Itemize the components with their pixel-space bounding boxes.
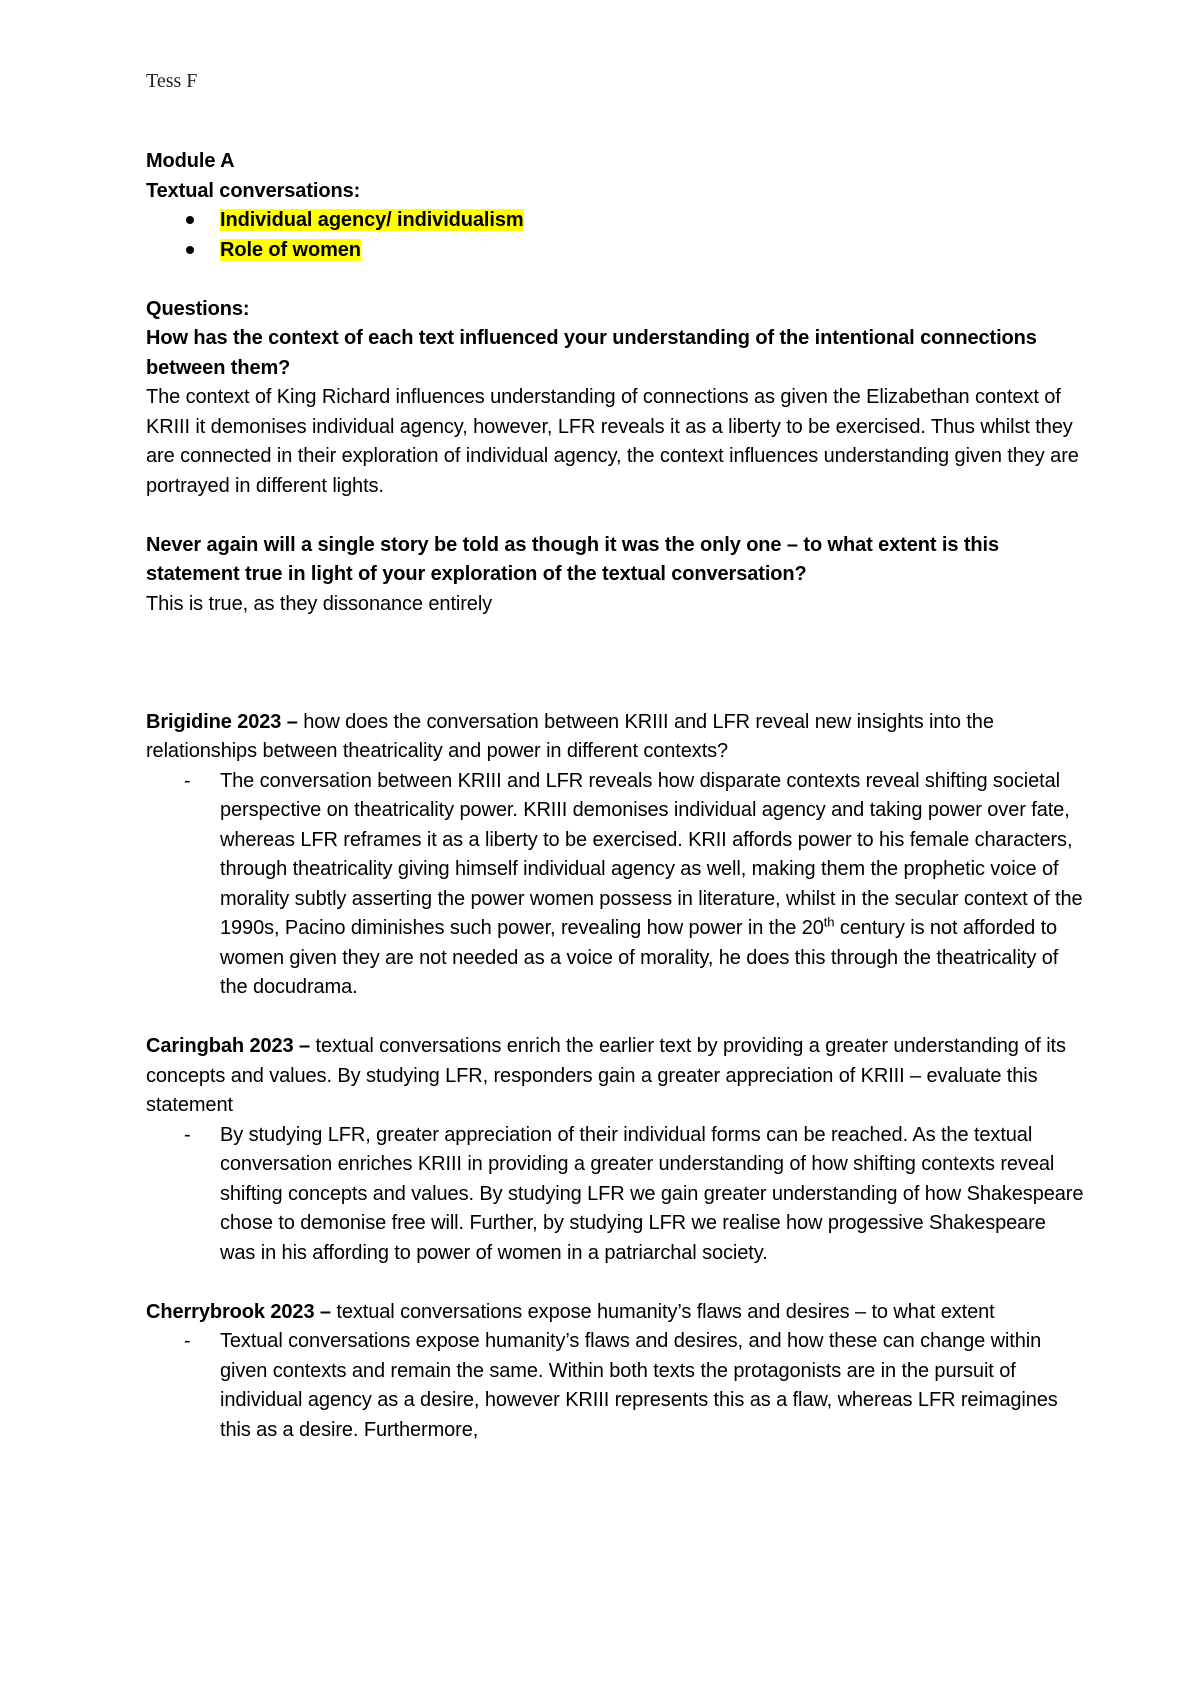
section-source: Brigidine 2023 – (146, 710, 298, 733)
dash-marker: - (184, 1330, 191, 1352)
answer-2: This is true, as they dissonance entirely (146, 592, 493, 615)
module-title: Module A (146, 150, 235, 172)
topic-highlight: Role of women (220, 238, 361, 261)
list-item (146, 1121, 1086, 1269)
dash-marker: - (184, 1123, 191, 1146)
section-brigidine-answers (146, 767, 1086, 1003)
section-prompt: textual conversations expose humanity’s flaws and desires – to what extent (330, 1300, 995, 1323)
module-subtitle: Textual conversations: (146, 179, 361, 202)
section-cherrybrook-answers (146, 1327, 1086, 1445)
section-source: Caringbah 2023 – (146, 1035, 311, 1057)
answer-text: By studying LFR, greater appreciation of their individual forms can be reached. As the textual conversation enriches KRIII in providing a greater understanding of how shifting contexts reveal shifting concepts and values. By studying LFR we gain greater understanding of how Shakespeare chose to demonise free will. Further, by studying LFR we realise how progessive Shakespeare was in his affording to power of women in a patriarchal society. (220, 1123, 1084, 1264)
section-brigidine-prompt (146, 708, 1086, 767)
bullet-icon (186, 216, 194, 224)
section-source: Cherrybrook 2023 – (146, 1300, 331, 1323)
document-body (146, 147, 1086, 1445)
ordinal-suffix: th (823, 914, 835, 930)
questions-heading: Questions: (146, 297, 250, 320)
list-item (146, 206, 1086, 236)
list-item (146, 236, 1086, 266)
section-cherrybrook-prompt (146, 1298, 1086, 1328)
answer-text: Textual conversations expose humanity’s flaws and desires, and how these can change within given contexts and remain the same. Within both texts the protagonists are in the pursuit of individual agency as a desire, however KRIII represents this as a flaw, whereas LFR reimagines this as a desire. Furthermore, (220, 1330, 1058, 1441)
section-caringbah-prompt (146, 1032, 1086, 1121)
author-header: Tess F (146, 70, 198, 92)
section-prompt: textual conversations enrich the earlier text by providing a greater understanding of its concepts and values. By studying LFR, responders gain a greater appreciation of KRIII – evaluate this statement (146, 1035, 1066, 1116)
section-prompt: how does the conversation between KRIII and LFR reveal new insights into the relationships between theatricality and power in different contexts? (146, 710, 994, 762)
question-1: How has the context of each text influenced your understanding of the intentional connections between them? (146, 327, 1037, 379)
list-item (146, 1327, 1086, 1445)
section-caringbah-answers (146, 1121, 1086, 1269)
answer-1: The context of King Richard influences understanding of connections as given the Elizabethan context of KRIII it demonises individual agency, however, LFR reveals it as a liberty to be exercised. Thus whilst they are connected in their exploration of individual agency, the context influences understanding given they are portrayed in different lights. (146, 386, 1079, 497)
answer-text-continued: century is not afforded to women given they are not needed as a voice of morality, he does this through the theatricality of the docudrama. (220, 917, 1059, 998)
bullet-icon (186, 246, 194, 254)
question-2: Never again will a single story be told as though it was the only one – to what extent is this statement true in light of your exploration of the textual conversation? (146, 533, 999, 585)
dash-marker: - (184, 769, 191, 792)
answer-text: The conversation between KRIII and LFR reveals how disparate contexts reveal shifting societal perspective on theatricality power. KRIII demonises individual agency and taking power over fate, whereas LFR reframes it as a liberty to be exercised. KRII affords power to his female characters, through theatricality giving himself individual agency as well, making them the prophetic voice of morality subtly asserting the power women possess in literature, whilst in the secular context of the 1990s, Pacino diminishes such power, revealing how power in the 20 (220, 769, 1083, 939)
list-item (146, 767, 1086, 1003)
topic-list (146, 206, 1086, 265)
topic-highlight: Individual agency/ individualism (220, 209, 524, 231)
